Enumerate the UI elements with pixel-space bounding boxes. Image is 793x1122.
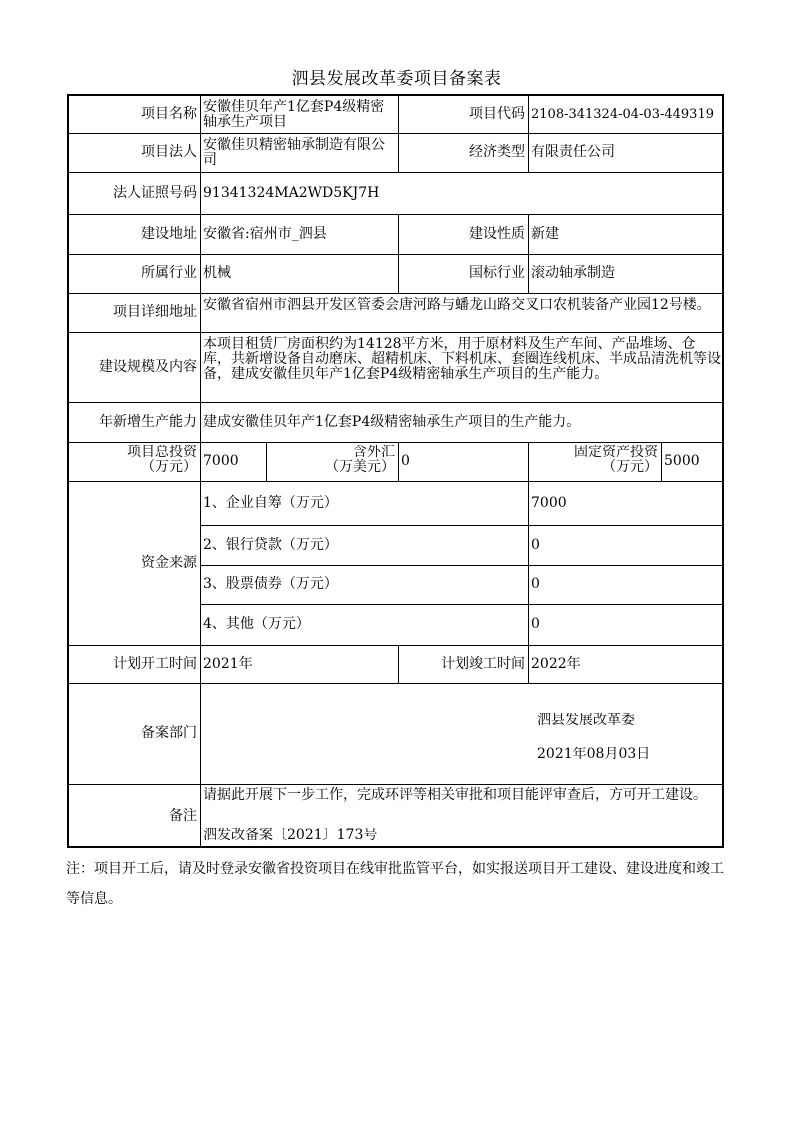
total-invest-label-line1: 项目总投资 [127,445,197,460]
funding-label: 资金来源 [141,554,197,571]
license-value: 91341324MA2WD5KJ7H [203,184,380,201]
scale-label: 建设规模及内容 [99,358,197,375]
address-value: 安徽省宿州市泗县开发区管委会唐河路与蟠龙山路交叉口农机装备产业园12号楼。 [203,297,711,313]
funding-item-label: 1、企业自筹（万元） [203,494,338,511]
remark-text: 请据此开展下一步工作，完成环评等相关审批和项目能评审查后，方可开工建设。 [203,787,707,803]
capacity-label: 年新增生产能力 [99,413,197,430]
funding-item-value: 0 [531,576,540,592]
funding-item-label: 3、股票债券（万元） [203,576,338,592]
license-label: 法人证照号码 [113,184,197,201]
forex-label-line1: 含外汇 [353,445,395,460]
funding-item-value: 7000 [531,494,567,511]
nature-label: 建设性质 [469,225,525,242]
fixed-invest-value: 5000 [664,453,700,469]
legal-person-label: 项目法人 [141,144,197,160]
econ-type-value: 有限责任公司 [531,144,615,160]
econ-type-label: 经济类型 [469,144,525,160]
location-value: 安徽省:宿州市_泗县 [203,225,327,242]
industry-label: 所属行业 [141,265,197,281]
fixed-invest-label-line1: 固定资产投资 [574,445,658,460]
total-invest-label-line2: （万元） [141,459,197,475]
dept-date: 2021年08月03日 [537,747,651,762]
start-label: 计划开工时间 [113,655,197,672]
filing-form-table [67,94,724,848]
dept-name: 泗县发展改革委 [537,713,635,728]
total-invest-value: 7000 [203,453,239,469]
finish-value: 2022年 [531,655,581,672]
location-label: 建设地址 [141,225,197,242]
fixed-invest-label [529,445,661,481]
project-code-label: 项目代码 [469,106,525,122]
remark-label: 备注 [169,807,197,824]
national-industry-label: 国标行业 [469,265,525,281]
project-code-value: 2108-341324-04-03-449319 [531,107,714,122]
scale-value: 本项目租赁厂房面积约为14128平方米，用于原材料及生产车间、产品堆场、仓库，共新增设备自动磨床、超精机床、下料机床、套圈连线机床、半成品清洗机等设备，建成安徽佳贝年产1亿套P4级精密轴承生产项目的生产能力。 [203,336,721,382]
funding-item-label: 4、其他（万元） [203,616,310,632]
funding-item-value: 0 [531,616,540,632]
dept-label: 备案部门 [141,725,197,741]
nature-value: 新建 [531,225,559,242]
funding-item-label: 2、银行贷款（万元） [203,536,338,553]
capacity-value: 建成安徽佳贝年产1亿套P4级精密轴承生产项目的生产能力。 [203,413,581,430]
finish-label: 计划竣工时间 [441,655,525,672]
legal-person-value: 安徽佳贝精密轴承制造有限公司 [203,137,385,168]
form-title: 泗县发展改革委项目备案表 [291,69,502,89]
national-industry-value: 滚动轴承制造 [531,265,615,281]
total-invest-label [69,445,200,481]
record-number: 泗发改备案〔2021〕173号 [203,828,378,843]
project-name-value: 安徽佳贝年产1亿套P4级精密轴承生产项目 [203,99,385,130]
project-name-label: 项目名称 [141,106,197,122]
footnote: 注：项目开工后，请及时登录安徽省投资项目在线审批监管平台，如实报送项目开工建设、建设进度和竣工等信息。 [66,861,724,907]
start-value: 2021年 [203,655,253,672]
forex-label-line2: （万美元） [325,459,395,475]
funding-item-value: 0 [531,536,540,553]
forex-label [267,445,398,481]
industry-value: 机械 [203,265,231,281]
fixed-invest-label-line2: （万元） [602,459,658,475]
address-label: 项目详细地址 [113,304,197,320]
forex-value: 0 [401,453,410,469]
